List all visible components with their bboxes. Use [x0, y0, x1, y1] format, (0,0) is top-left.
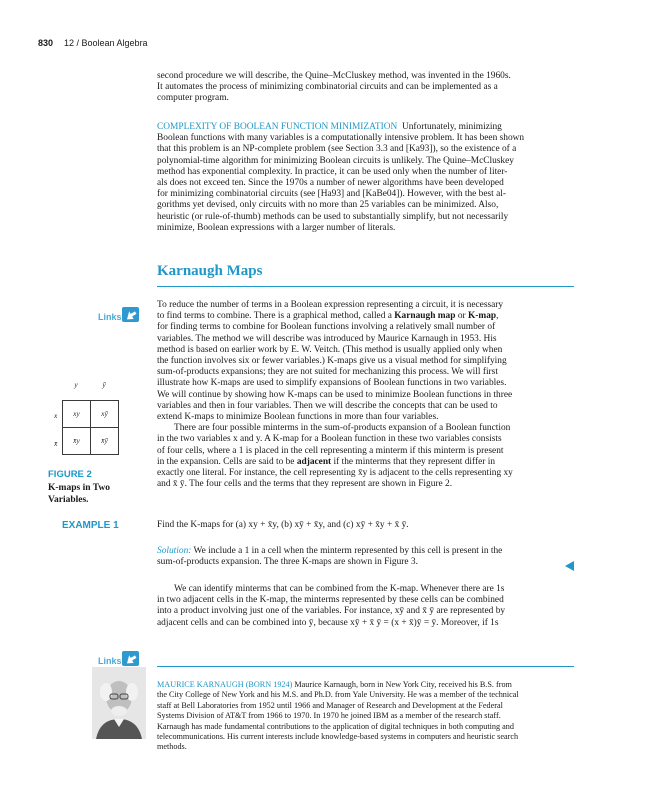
end-of-example-marker-icon [565, 561, 574, 571]
text-line: illustrate how K-maps are used to simplify expansions of Boolean functions in two variables. [157, 378, 507, 389]
text-line: We can identify minterms that can be combined from the K-map. Whenever there are 1s [174, 584, 505, 594]
links-label: Links [98, 312, 122, 322]
kmap-col-y: y [74, 380, 78, 389]
biography [157, 680, 574, 753]
kmap-cell-xbarybar: x̄ȳ [90, 427, 119, 455]
kmap-row-xbar: x̄ [54, 439, 58, 448]
text-span: if the minterms that they represent differ in [331, 456, 496, 467]
text-line [157, 122, 574, 133]
text-line: methods. [157, 742, 187, 752]
text-line: the City College of New York and his M.S. and Ph.D. from Yale University. He was a member of the technical [157, 690, 519, 700]
text-span: in the expansion. Cells are said to be [157, 456, 297, 467]
term-adjacent: adjacent [296, 456, 332, 467]
solution-label: Solution: [157, 546, 192, 556]
complexity-paragraph [157, 122, 574, 234]
text-line: in two adjacent cells in the K-map, the minterms represented by these cells can be combined [157, 595, 504, 606]
text-line: als does not exceed ten. Since the 1970s a number of newer algorithms have been developed [157, 178, 504, 189]
text-line: method has exponential complexity. In practice, it can be used only when the number of liter- [157, 166, 508, 177]
text-line: Systems Division of AT&T from 1966 to 1970. In 1970 he joined IBM as a member of the research staff. [157, 711, 501, 721]
text-line: of four cells, where a 1 is placed in the cell representing a minterm if this minterm is present [157, 445, 504, 456]
text-line: in the two variables x and y. A K-map for a Boolean function in these two variables consists [157, 434, 502, 445]
combining-paragraph [157, 584, 574, 629]
text-span: to find terms to combine. There is a graphical method, called a [157, 311, 395, 322]
text-line: for minimizing combinatorial circuits (see [Ha93] and [KaBe04]). However, with the best al- [157, 189, 506, 200]
kmap-cell-xbary: x̄y [62, 427, 91, 455]
bio-divider [157, 666, 574, 667]
text-line [157, 546, 574, 557]
text-line: There are four possible minterms in the sum-of-products expansion of a Boolean function [174, 423, 511, 434]
text-line: sum-of-products expansions; they are not suited for mechanizing this process. We will first [157, 367, 498, 378]
text-span: We include a 1 in a cell when the minterm represented by this cell is present in the [191, 546, 503, 556]
text-line: that this problem is an NP-complete problem (see Section 3.3 and [Ka93]), so the existence of a [157, 144, 517, 155]
example-label: EXAMPLE 1 [62, 520, 119, 531]
section-divider [157, 286, 574, 287]
text-line: telecommunications. His current interests include knowledge-based systems in computers and heuristic search [157, 732, 519, 742]
section-title: Karnaugh Maps [157, 263, 263, 279]
kmap-paragraph-1 [157, 300, 574, 490]
text-line: We will continue by showing how K-maps can be used to minimize Boolean functions in three [157, 389, 513, 400]
text-line: variables and then in four variables. Then we will describe the concepts that can be used to [157, 400, 498, 411]
page-number: 830 [38, 38, 54, 48]
text-line: It automates the process of minimizing combinatorial circuits and can be implemented as a [157, 82, 498, 93]
intro-paragraph [157, 71, 574, 105]
text-line: second procedure we will describe, the Quine–McCluskey method, was invented in the 1960s. [157, 71, 511, 81]
figure-caption: K-maps in Two Variables. [48, 483, 110, 505]
text-line: and x̄ ȳ. The four cells and the terms that they represent are shown in Figure 2. [157, 479, 453, 490]
text-line: exactly one literal. For instance, the cell representing x̄y is adjacent to the cells representing xy [157, 468, 513, 479]
example-text: Find the K-maps for (a) xy + x̄y, (b) xȳ + x̄y, and (c) xȳ + x̄y + x̄ ȳ. [157, 520, 409, 530]
text-span: Unfortunately, minimizing [401, 122, 502, 132]
portrait-photo [92, 667, 146, 739]
text-line: method is based on earlier work by E. W. Veitch. (This method is usually applied only when [157, 344, 503, 355]
text-line: computer program. [157, 93, 229, 104]
kmap-cell-xy: xy [62, 400, 91, 428]
text-line: the function involves six or fewer variables.) K-maps give us a visual method for simplifying [157, 356, 507, 367]
text-line [157, 680, 574, 690]
kmap-row-x: x [54, 411, 58, 420]
term-k-map: K-map [467, 311, 497, 322]
text-line: for finding terms to combine for Boolean functions involving a relatively small number of [157, 322, 496, 333]
term-karnaugh-map: Karnaugh map [394, 311, 456, 322]
text-span: or [455, 311, 468, 322]
text-line: variables. The method we will describe was introduced by Maurice Karnaugh in 1953. His [157, 333, 497, 344]
link-arrow-icon [122, 307, 139, 322]
complexity-heading: COMPLEXITY OF BOOLEAN FUNCTION MINIMIZATION [157, 122, 398, 132]
text-span: , [496, 311, 499, 322]
figure-label: FIGURE 2 [48, 469, 92, 480]
kmap-cell-xybar: xȳ [90, 400, 119, 428]
kmap-col-ybar: ȳ [102, 380, 106, 389]
text-line: Karnaugh has made fundamental contributions to the application of digital techniques in both computing and [157, 721, 514, 731]
text-line: heuristic (or rule-of-thumb) methods can be used to substantially simplify, but not necessarily [157, 211, 509, 222]
text-line [157, 311, 574, 322]
text-line: To reduce the number of terms in a Boolean expression representing a circuit, it is necessary [157, 300, 504, 310]
solution-paragraph [157, 546, 574, 568]
text-line: adjacent cells and can be combined into ȳ, because xȳ + x̄ ȳ = (x + x̄)ȳ = ȳ. Moreover, if 1s [157, 617, 499, 628]
text-line: polynomial-time algorithm for minimizing Boolean circuits is unlikely. The Quine–McCluskey [157, 155, 514, 166]
link-arrow-icon [122, 651, 139, 666]
text-line: into a product involving just one of the variables. For instance, xȳ and x̄ ȳ are represented by [157, 606, 506, 617]
text-line: extend K-maps to minimize Boolean functions in more than four variables. [157, 412, 439, 423]
text-span: Maurice Karnaugh, born in New York City, received his B.S. from [292, 680, 512, 689]
text-line: Boolean functions with many variables is a computationally intensive problem. It has been shown [157, 133, 525, 144]
text-line: staff at Bell Laboratories from 1952 until 1966 and Manager of Research and Development at the Federal [157, 700, 503, 710]
text-line: sum-of-products expansion. The three K-maps are shown in Figure 3. [157, 557, 418, 568]
links-label: Links [98, 656, 122, 666]
text-line: minimize, Boolean expressions with a larger number of literals. [157, 222, 396, 233]
text-line [157, 457, 574, 468]
bio-name: MAURICE KARNAUGH (BORN 1924) [157, 680, 293, 689]
text-line: gorithms yet devised, only circuits with no more than 25 variables can be minimized. Also, [157, 200, 499, 211]
running-header: 12 / Boolean Algebra [64, 38, 148, 48]
